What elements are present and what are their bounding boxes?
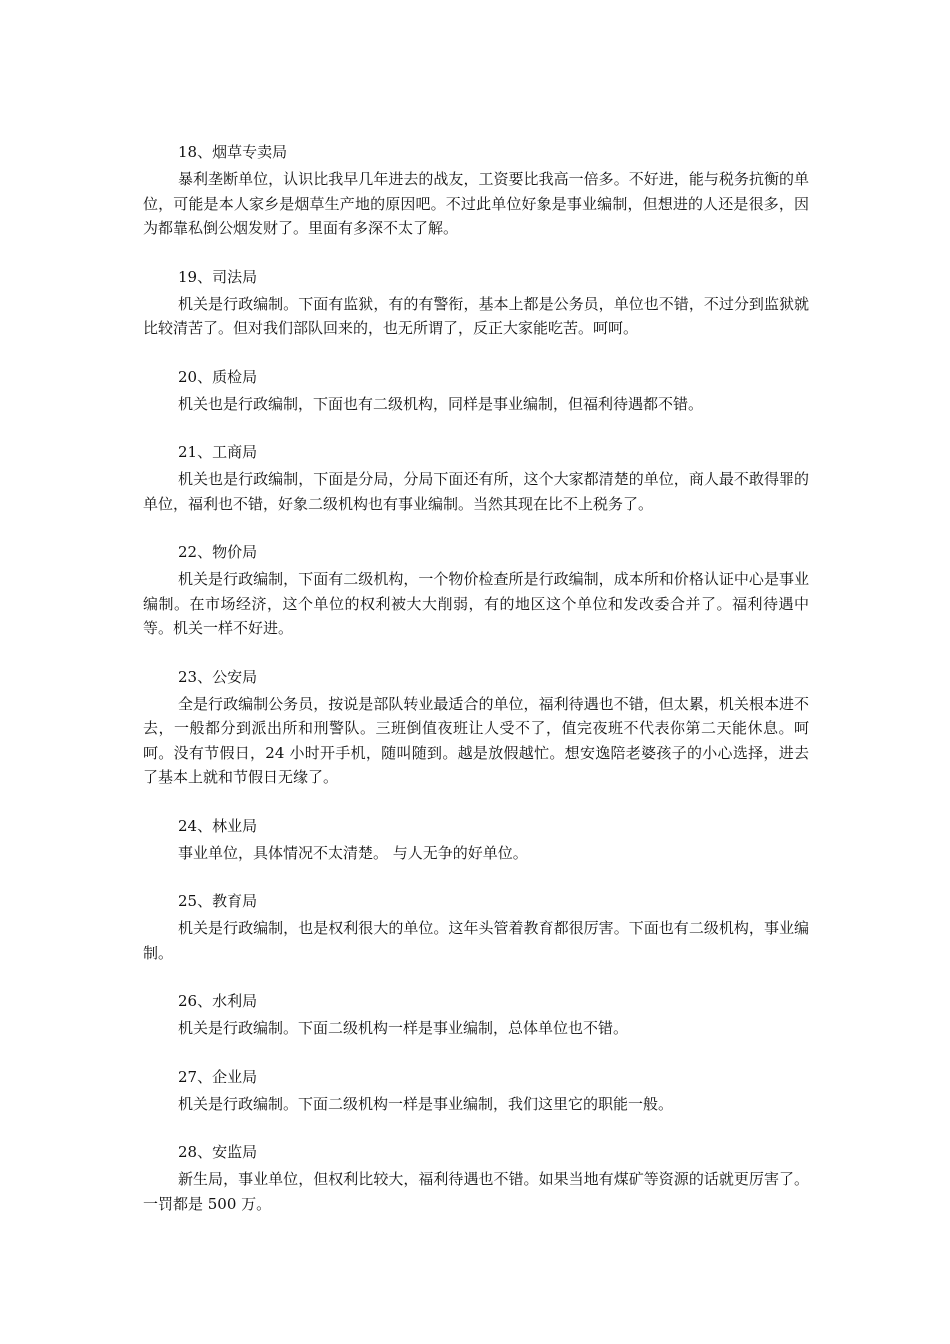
section-heading: 28、安监局	[178, 1143, 258, 1161]
section-spacer	[143, 641, 809, 662]
section-spacer	[143, 241, 809, 262]
section-heading: 25、教育局	[178, 892, 258, 910]
section-price-bureau	[143, 537, 809, 641]
section-water-resources-bureau	[143, 986, 809, 1041]
section-forestry-bureau	[143, 811, 809, 866]
section-education-bureau	[143, 886, 809, 965]
section-paragraph: 全是行政编制公务员，按说是部队转业最适合的单位，福利待遇也不错，但太累，机关根本进不去，一般都分到派出所和刑警队。三班倒值夜班让人受不了，值完夜班不代表你第二天能休息。呵呵。没有节假日，24 小时开手机，随叫随到。越是放假越忙。想安逸陪老婆孩子的小心选择，进去了基本上就和节假日无缘了。	[143, 694, 809, 786]
section-paragraph: 新生局，事业单位，但权利比较大，福利待遇也不错。如果当地有煤矿等资源的话就更厉害了。一罚都是 500 万。	[143, 1170, 809, 1213]
section-heading: 22、物价局	[178, 543, 258, 561]
section-heading: 18、烟草专卖局	[178, 143, 288, 161]
section-heading: 27、企业局	[178, 1067, 258, 1086]
section-paragraph: 机关是行政编制。下面二级机构一样是事业编制，总体单位也不错。	[178, 1019, 629, 1037]
section-enterprise-bureau	[143, 1062, 809, 1117]
section-spacer	[143, 965, 809, 986]
section-paragraph: 机关也是行政编制，下面是分局，分局下面还有所，这个大家都清楚的单位，商人最不敢得罪的单位，福利也不错，好象二级机构也有事业编制。当然其现在比不上税务了。	[143, 470, 809, 513]
section-justice-bureau	[143, 262, 809, 341]
section-heading: 23、公安局	[178, 667, 258, 686]
section-spacer	[143, 516, 809, 537]
section-tobacco-bureau	[143, 137, 809, 241]
section-paragraph: 机关是行政编制。下面二级机构一样是事业编制，我们这里它的职能一般。	[178, 1094, 674, 1113]
section-heading: 19、司法局	[178, 267, 258, 286]
section-paragraph: 机关是行政编制，下面有二级机构，一个物价检查所是行政编制，成本所和价格认证中心是事业编制。在市场经济，这个单位的权利被大大削弱，有的地区这个单位和发改委合并了。福利待遇中等。机关一样不好进。	[143, 570, 809, 637]
section-public-security-bureau	[143, 662, 809, 790]
section-commerce-bureau	[143, 437, 809, 516]
section-heading: 21、工商局	[178, 443, 258, 461]
section-paragraph: 暴利垄断单位，认识比我早几年进去的战友，工资要比我高一倍多。不好进，能与税务抗衡的单位，可能是本人家乡是烟草生产地的原因吧。不过此单位好象是事业编制，但想进的人还是很多，因为都靠私倒公烟发财了。里面有多深不太了解。	[143, 170, 809, 237]
section-paragraph: 事业单位，具体情况不太清楚。 与人无争的好单位。	[178, 843, 528, 862]
section-heading: 26、水利局	[178, 992, 258, 1010]
section-spacer	[143, 790, 809, 811]
section-heading: 24、林业局	[178, 816, 258, 835]
section-quality-inspection-bureau	[143, 362, 809, 417]
section-spacer	[143, 416, 809, 437]
document-body	[143, 137, 809, 1216]
section-spacer	[143, 341, 809, 362]
section-spacer	[143, 865, 809, 886]
section-paragraph: 机关是行政编制，也是权利很大的单位。这年头管着教育都很厉害。下面也有二级机构，事业编制。	[143, 919, 809, 962]
section-safety-supervision-bureau	[143, 1137, 809, 1216]
section-spacer	[143, 1041, 809, 1062]
section-paragraph: 机关是行政编制。下面有监狱，有的有警衔，基本上都是公务员，单位也不错，不过分到监狱就比较清苦了。但对我们部队回来的，也无所谓了，反正大家能吃苦。呵呵。	[143, 294, 809, 337]
section-spacer	[143, 1116, 809, 1137]
section-heading: 20、质检局	[178, 367, 258, 386]
section-paragraph: 机关也是行政编制，下面也有二级机构，同样是事业编制，但福利待遇都不错。	[178, 394, 704, 413]
